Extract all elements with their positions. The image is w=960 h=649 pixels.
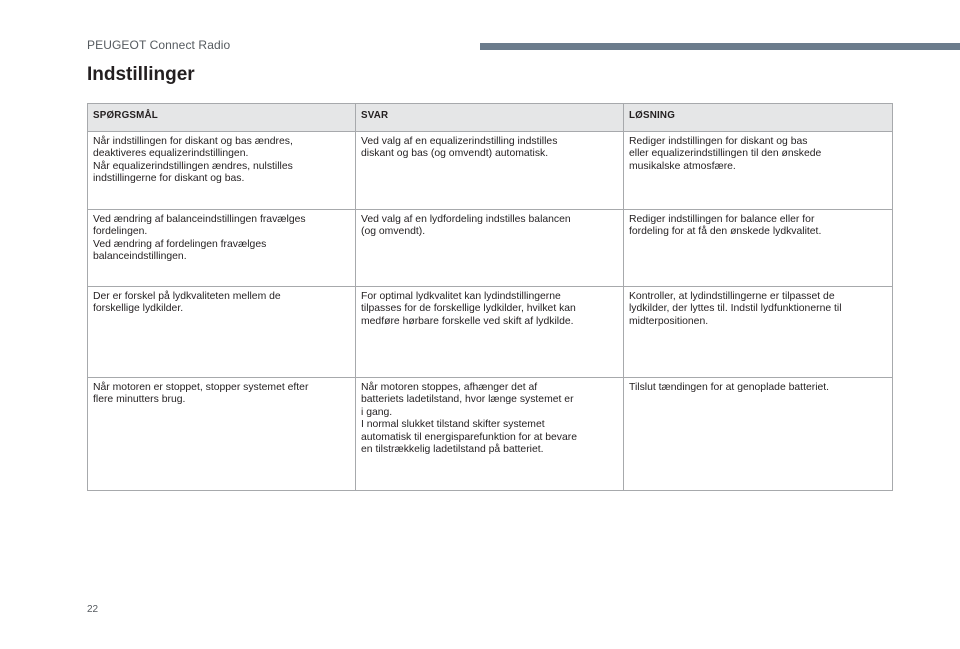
text-line: Ved ændring af balanceindstillingen fravælges [93,214,306,225]
question-cell [88,210,356,287]
text-line: Rediger indstillingen for balance eller for [629,214,815,225]
table-row [88,132,893,210]
text-line: Når equalizerindstillingen ændres, nulstilles [93,160,293,172]
header-bar [480,43,960,50]
text-line: i gang. [361,406,393,418]
text-line: fordelingen. [93,226,148,238]
question-cell [88,378,356,491]
table-header-row [88,104,893,132]
text-line: automatisk til energisparefunktion for at bevare [361,431,578,443]
column-header-solution: LØSNING [624,104,893,132]
text-line: forskellige lydkilder. [93,303,184,315]
table-row [88,287,893,378]
answer-cell [356,378,624,491]
text-line: batteriets ladetilstand, hvor længe systemet er [361,394,574,406]
text-line: tilpasses for de forskellige lydkilder, hvilket kan [361,303,576,315]
column-header-question: SPØRGSMÅL [88,104,356,132]
text-line: I normal slukket tilstand skifter systemet [361,419,545,431]
table-row [88,210,893,287]
solution-cell [624,378,893,491]
text-line: Ved ændring af fordelingen fravælges [93,238,267,250]
solution-cell [624,132,893,210]
text-line: Kontroller, at lydindstillingerne er tilpasset de [629,291,835,302]
text-line: fordeling for at få den ønskede lydkvalitet. [629,226,822,238]
text-line: Når motoren stoppes, afhænger det af [361,382,538,393]
text-line: balanceindstillingen. [93,251,187,263]
text-line: Der er forskel på lydkvaliteten mellem de [93,291,281,302]
text-line: For optimal lydkvalitet kan lydindstillingerne [361,291,561,302]
column-header-answer: SVAR [356,104,624,132]
text-line: flere minutters brug. [93,394,186,406]
page-title: Indstillinger [87,64,195,85]
text-line: midterpositionen. [629,315,709,327]
page-number: 22 [87,604,99,615]
solution-cell [624,287,893,378]
solution-cell [624,210,893,287]
answer-cell [356,210,624,287]
header-brand: PEUGEOT Connect Radio [87,38,231,52]
text-line: (og omvendt). [361,226,426,238]
text-line: indstillingerne for diskant og bas. [93,173,245,185]
text-line: Rediger indstillingen for diskant og bas [629,136,808,147]
text-line: Når indstillingen for diskant og bas ændres, [93,136,293,147]
answer-cell [356,287,624,378]
text-line: Ved valg af en lydfordeling indstilles balancen [361,214,571,225]
text-line: diskant og bas (og omvendt) automatisk. [361,148,549,160]
text-line: medføre hørbare forskelle ved skift af lydkilde. [361,315,574,327]
text-line: Når motoren er stoppet, stopper systemet efter [93,382,309,393]
text-line: Ved valg af en equalizerindstilling indstilles [361,136,558,147]
text-line: musikalske atmosfære. [629,160,736,172]
table-row [88,378,893,491]
text-line: deaktiveres equalizerindstillingen. [93,148,249,160]
question-cell [88,132,356,210]
text-line: eller equalizerindstillingen til den ønskede [629,148,822,160]
text-line: Tilslut tændingen for at genoplade batteriet. [629,382,830,393]
text-line: en tilstrækkelig ladetilstand på batteriet. [361,444,544,456]
answer-cell [356,132,624,210]
question-cell [88,287,356,378]
troubleshooting-table [87,103,893,491]
text-line: lydkilder, der lyttes til. Indstil lydfunktionerne til [629,303,842,315]
